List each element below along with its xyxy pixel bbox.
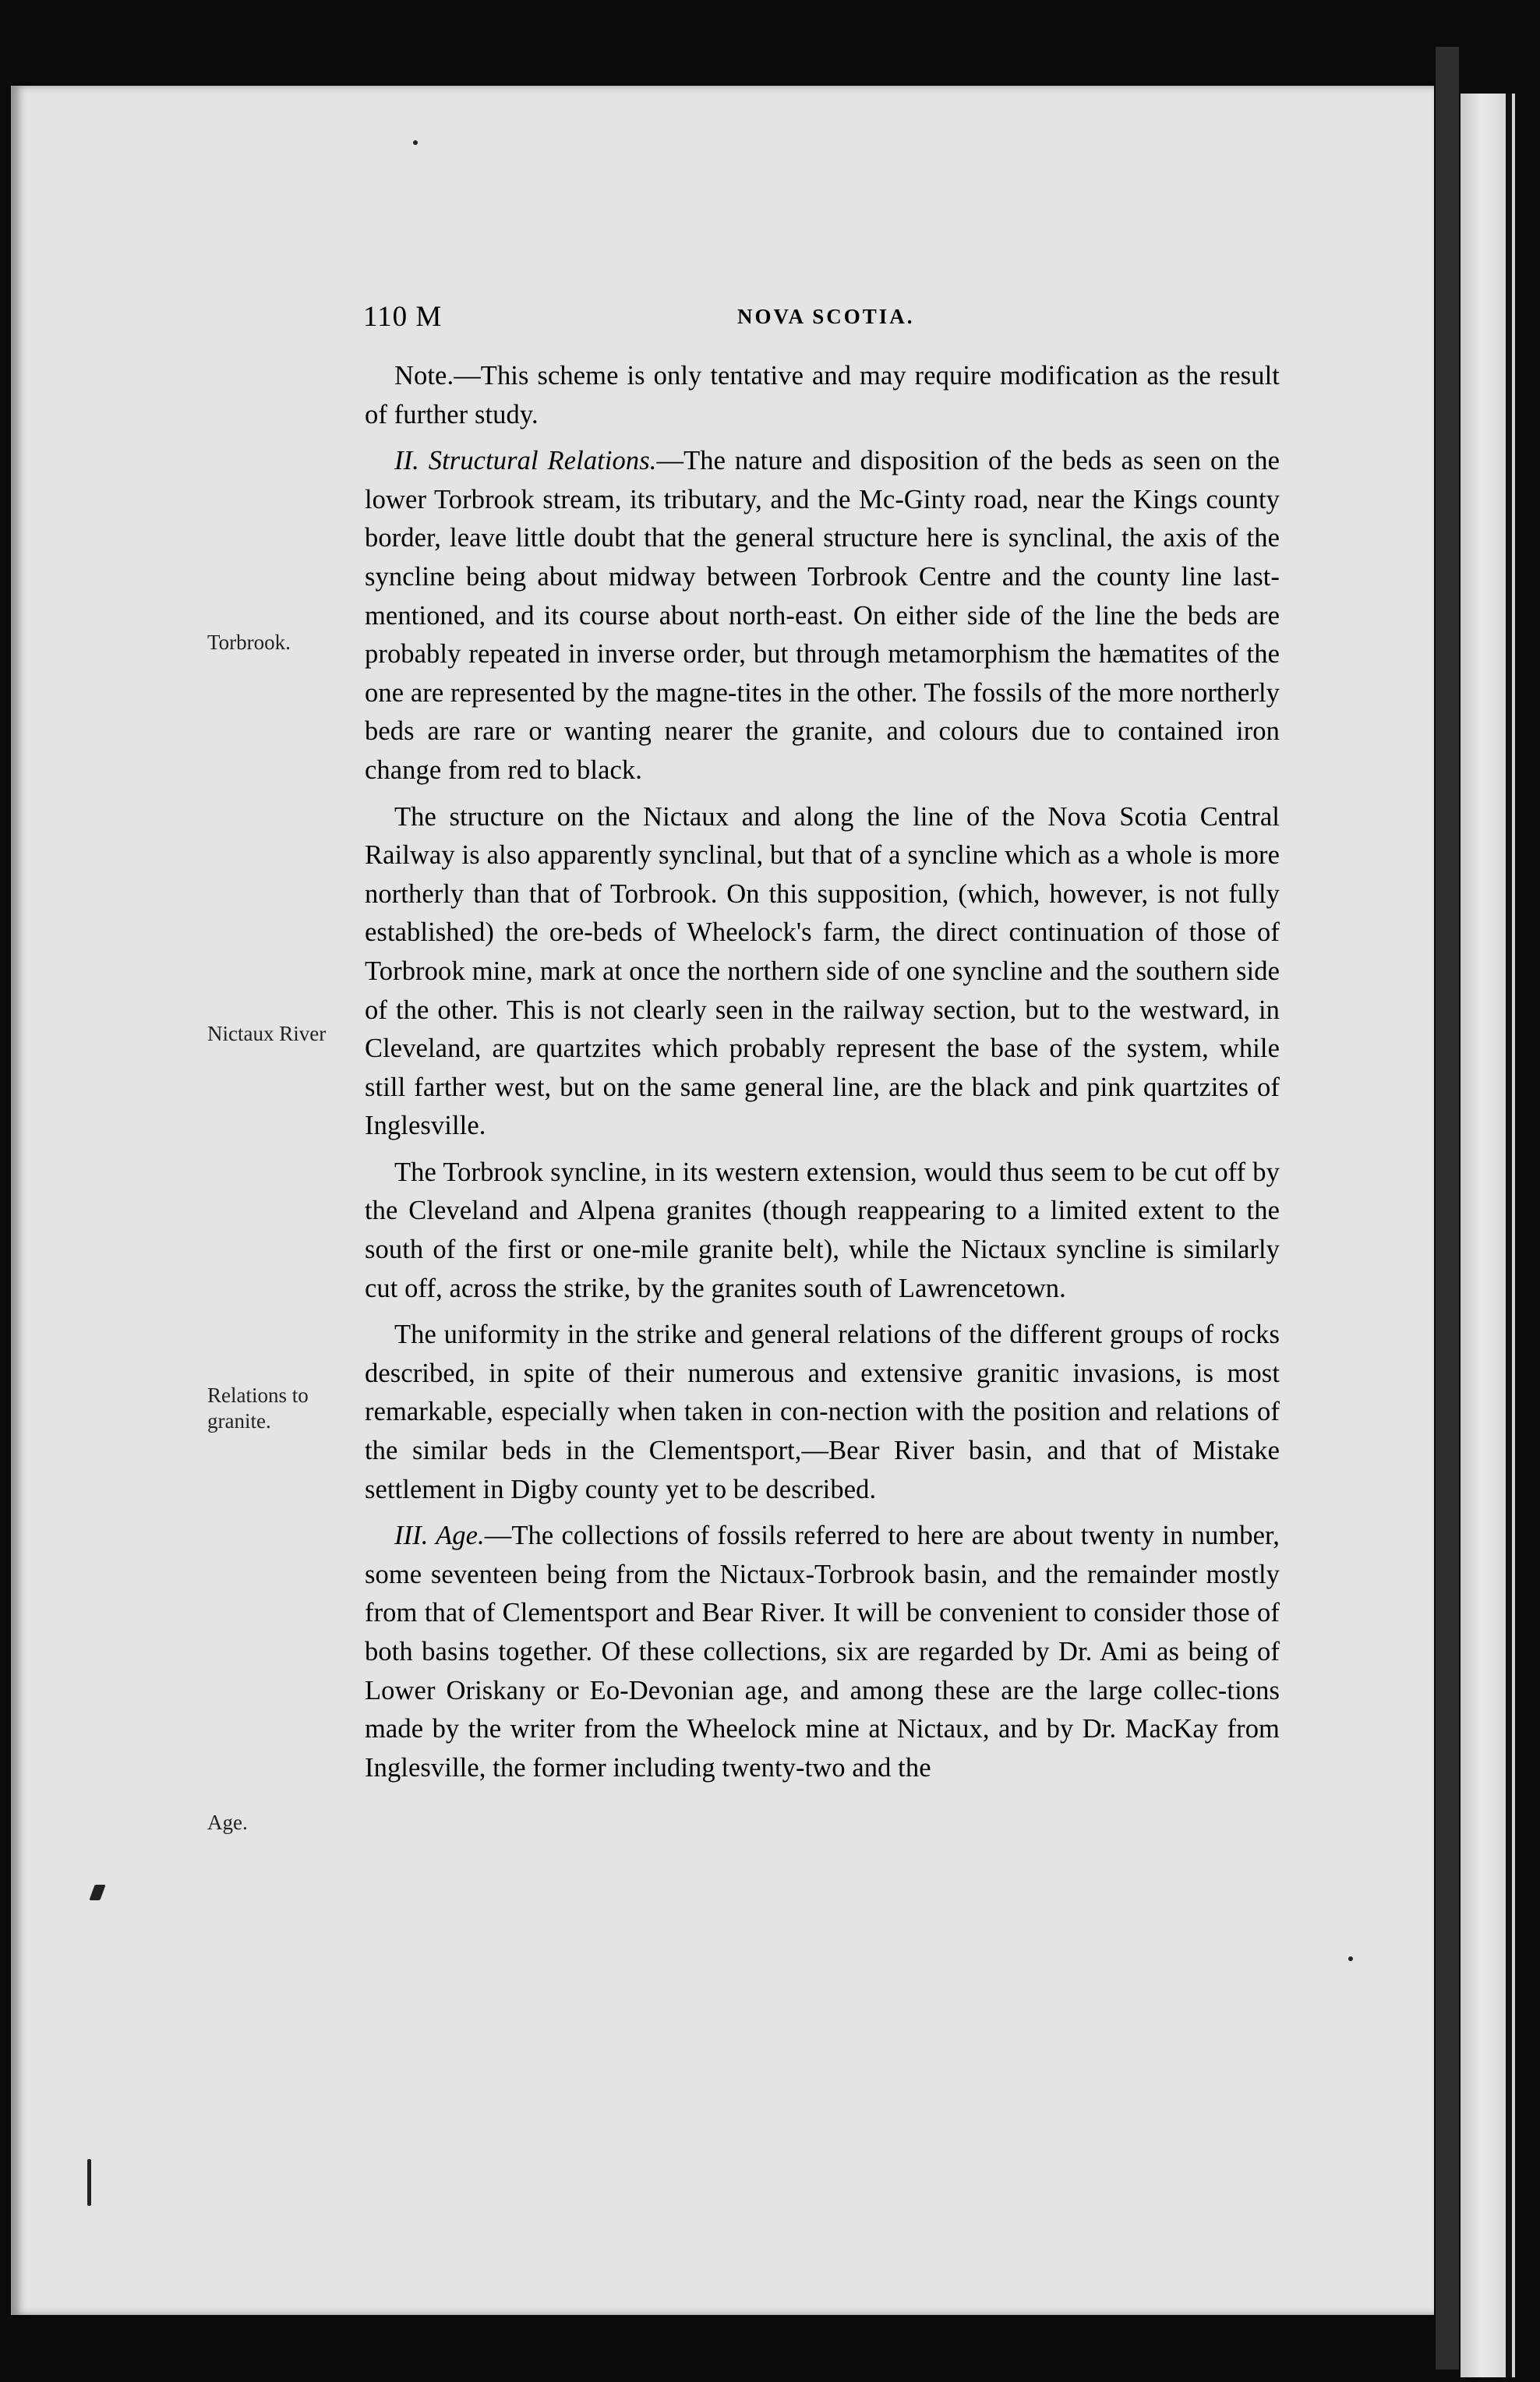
margin-note-torbrook: Torbrook. <box>207 631 291 654</box>
margin-note-relations-to-granite: Relations to granite. <box>207 1384 309 1433</box>
running-head <box>363 300 1298 336</box>
margin-note-nictaux-river: Nictaux River <box>207 1022 327 1045</box>
paragraph-age <box>365 1517 1280 1787</box>
age-text: —The collections of fossils referred to here are about twenty in number, some seventeen being from the Nictaux-Torbrook basin, and the remainder mostly from that of Clementsport and Bear River. It will be convenient to consider those of both basins together. Of these collections, six are regarded by Dr. Ami as being of Lower Oriskany or Eo-Devonian age, and among these are the large collec-tions made by the writer from the Wheelock mine at Nictaux, and by Dr. MacKay from Inglesville, the former including twenty-two and the <box>365 1521 1280 1783</box>
scan-speck <box>1348 1956 1353 1961</box>
body-text <box>365 357 1280 1795</box>
paragraph-uniformity <box>365 1316 1280 1509</box>
torbrook-syncline-text: The Torbrook syncline, in its western extension, would thus seem to be cut off by the Cleveland and Alpena granites (though reappearing to a limited extent to the south of the first or one-mile granite belt), while the Nictaux syncline is similarly cut off, across the strike, by the granites south of Lawrencetown. <box>365 1157 1280 1303</box>
paragraph-torbrook-syncline <box>365 1154 1280 1308</box>
paragraph-structural-relations <box>365 442 1280 790</box>
page-title: NOVA SCOTIA. <box>737 305 915 328</box>
nictaux-structure-text: The structure on the Nictaux and along the line of the Nova Scotia Central Railway is also apparently synclinal, but that of a syncline which as a whole is more northerly than that of Torbrook. On this supposition, (which, however, is not fully established) the ore-beds of Wheelock's farm, the direct continuation of those of Torbrook mine, mark at once the northern side of one syncline and the southern side of the other. This is not clearly seen in the railway section, but to the westward, in Cleveland, are quartzites which probably represent the base of the system, while still farther west, but on the same general line, are the black and pink quartzites of Inglesville. <box>365 801 1280 1141</box>
paragraph-note <box>365 357 1280 434</box>
section-heading-age: III. Age. <box>394 1521 485 1551</box>
margin-note-age: Age. <box>207 1811 248 1834</box>
uniformity-text: The uniformity in the strike and general relations of the different groups of rocks described, in spite of their numerous and extensive granitic invasions, is most remarkable, especially when taken in con-nection with the position and relations of the similar beds in the Clementsport,—Bear River basin, and that of Mistake settlement in Digby county yet to be described. <box>365 1320 1280 1504</box>
note-text: Note.—This scheme is only tentative and may require modification as the result of further study. <box>365 361 1280 429</box>
binding-shadow <box>1506 94 1512 2377</box>
scan-speck <box>87 2159 91 2206</box>
structural-relations-text: —The nature and disposition of the beds as seen on the lower Torbrook stream, its tributary, and the Mc-Ginty road, near the Kings county border, leave little doubt that the general structure here is synclinal, the axis of the syncline being about midway between Torbrook Centre and the county line last-mentioned, and its course about north-east. On either side of the line the beds are probably repeated in inverse order, but through metamorphism the hæmatites of the one are represented by the magne-tites in the other. The fossils of the more northerly beds are rare or wanting nearer the granite, and colours due to contained iron change from red to black. <box>365 446 1280 785</box>
page-edge <box>1436 47 1459 2370</box>
page-number: 110 M <box>363 301 443 333</box>
scan-speck <box>413 140 418 145</box>
section-heading-structural-relations: II. Structural Relations. <box>394 446 657 476</box>
paragraph-nictaux-structure <box>365 798 1280 1146</box>
